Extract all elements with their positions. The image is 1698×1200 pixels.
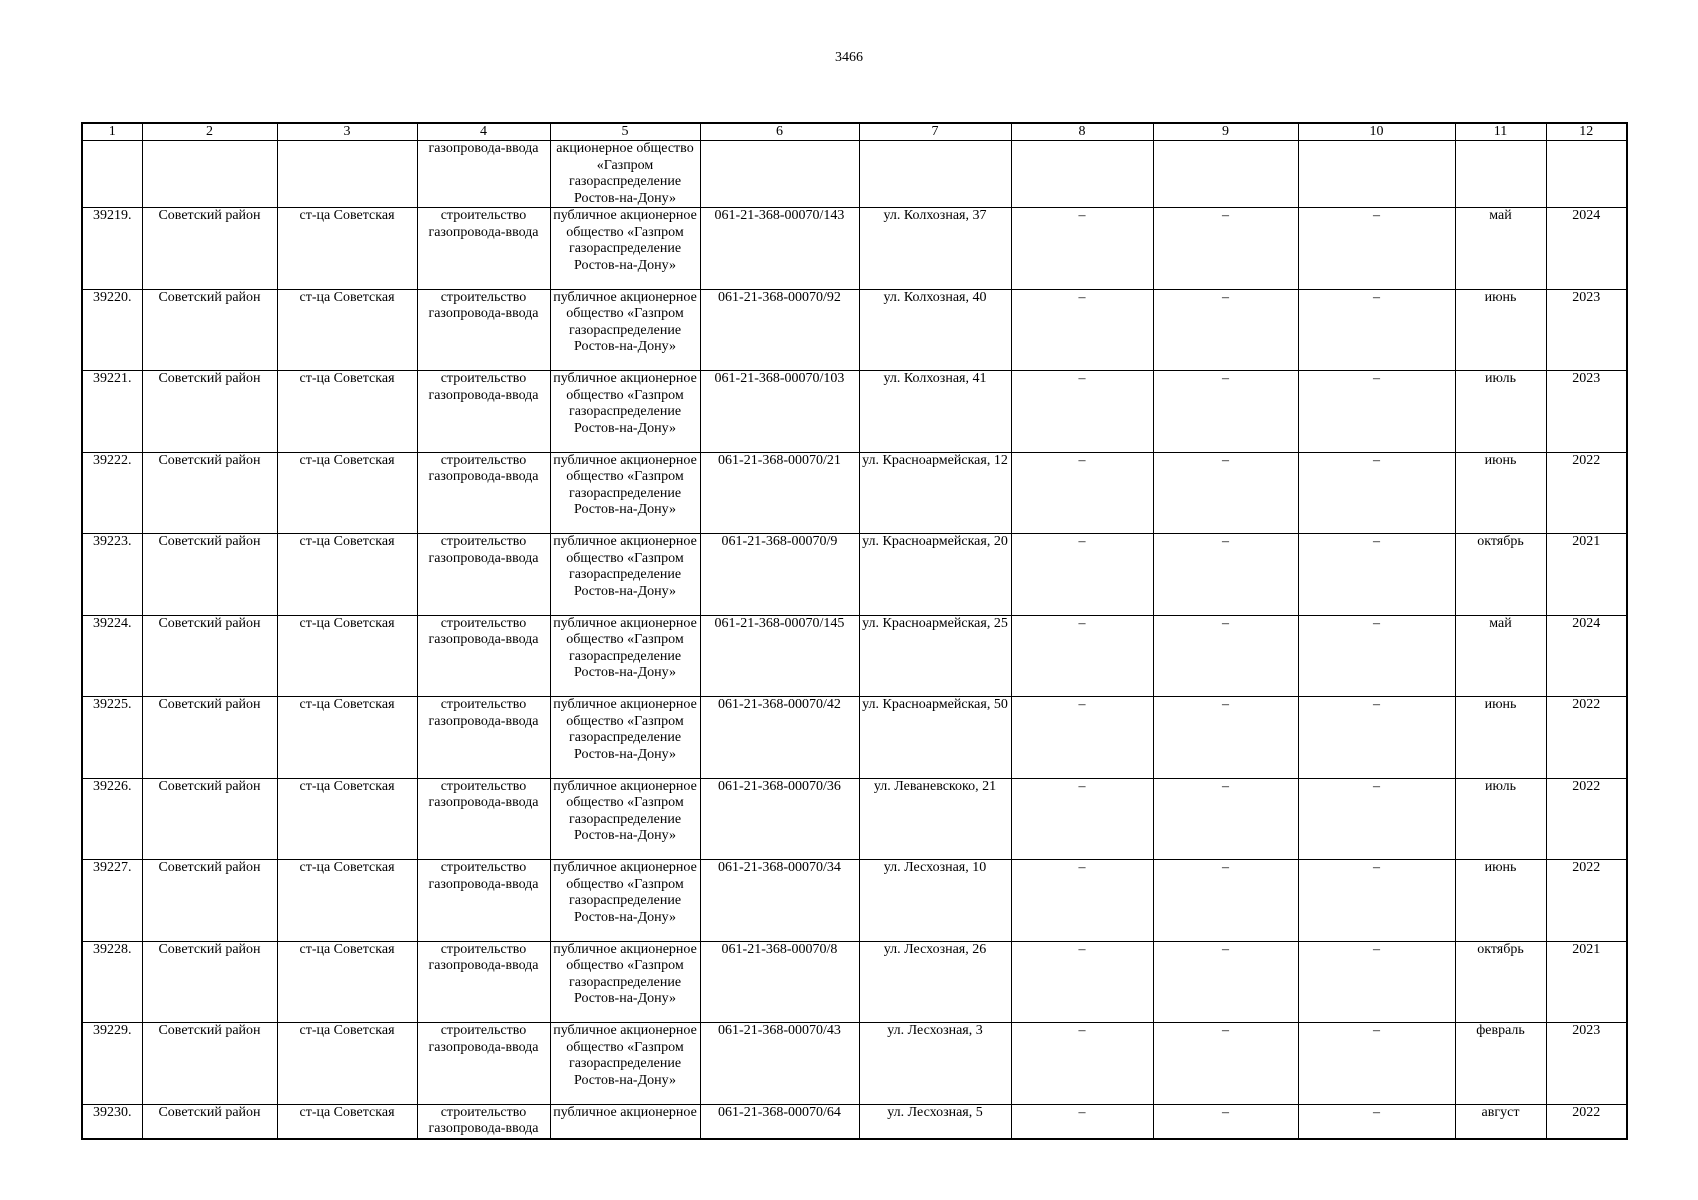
cell-month: октябрь xyxy=(1455,534,1546,616)
cell-settlement: ст-ца Советская xyxy=(277,941,417,1023)
cell-code: 061-21-368-00070/103 xyxy=(700,371,859,453)
cell-organization: публичное акционерное xyxy=(550,1104,700,1139)
cell-year: 2021 xyxy=(1546,534,1627,616)
cell-address: ул. Лесхозная, 10 xyxy=(859,860,1011,942)
cell-work: строительство газопровода-ввода xyxy=(417,778,550,860)
cell-organization: публичное акционерное общество «Газпром газораспределение Ростов-на-Дону» xyxy=(550,534,700,616)
cell-col9: – xyxy=(1153,778,1298,860)
page-number: 3466 xyxy=(835,50,863,65)
cell-col8: – xyxy=(1011,534,1153,616)
cell-col8: – xyxy=(1011,452,1153,534)
cell-number: 39221. xyxy=(82,371,142,453)
table-row xyxy=(82,941,1627,1023)
cell-code: 061-21-368-00070/92 xyxy=(700,289,859,371)
cell-number: 39225. xyxy=(82,697,142,779)
cell-month: июль xyxy=(1455,778,1546,860)
cell-district: Советский район xyxy=(142,208,277,290)
cell-col8: – xyxy=(1011,778,1153,860)
cell-district: Советский район xyxy=(142,1023,277,1105)
cell-month: июнь xyxy=(1455,697,1546,779)
cell-col9 xyxy=(1153,141,1298,208)
cell-organization: публичное акционерное общество «Газпром газораспределение Ростов-на-Дону» xyxy=(550,860,700,942)
cell-number: 39222. xyxy=(82,452,142,534)
table-row xyxy=(82,615,1627,697)
cell-code: 061-21-368-00070/42 xyxy=(700,697,859,779)
cell-address: ул. Лесхозная, 3 xyxy=(859,1023,1011,1105)
cell-col9: – xyxy=(1153,1104,1298,1139)
table-row xyxy=(82,452,1627,534)
table-row-partial xyxy=(82,1104,1627,1139)
cell-month: июнь xyxy=(1455,452,1546,534)
cell-district: Советский район xyxy=(142,778,277,860)
cell-year: 2022 xyxy=(1546,1104,1627,1139)
cell-work: строительство газопровода-ввода xyxy=(417,697,550,779)
cell-address: ул. Колхозная, 37 xyxy=(859,208,1011,290)
table-row xyxy=(82,289,1627,371)
cell-month: май xyxy=(1455,615,1546,697)
cell-settlement: ст-ца Советская xyxy=(277,1104,417,1139)
cell-code: 061-21-368-00070/43 xyxy=(700,1023,859,1105)
cell-organization: публичное акционерное общество «Газпром газораспределение Ростов-на-Дону» xyxy=(550,452,700,534)
cell-col10: – xyxy=(1298,534,1455,616)
cell-address: ул. Леваневскоко, 21 xyxy=(859,778,1011,860)
cell-col10: – xyxy=(1298,778,1455,860)
cell-work: строительство газопровода-ввода xyxy=(417,534,550,616)
cell-district: Советский район xyxy=(142,289,277,371)
cell-year: 2021 xyxy=(1546,941,1627,1023)
cell-month: июнь xyxy=(1455,289,1546,371)
column-header: 6 xyxy=(700,123,859,141)
cell-col10: – xyxy=(1298,289,1455,371)
cell-district: Советский район xyxy=(142,1104,277,1139)
cell-col8: – xyxy=(1011,941,1153,1023)
cell-district: Советский район xyxy=(142,697,277,779)
cell-col10: – xyxy=(1298,452,1455,534)
cell-settlement: ст-ца Советская xyxy=(277,208,417,290)
header-row xyxy=(82,123,1627,141)
cell-col8: – xyxy=(1011,289,1153,371)
cell-settlement: ст-ца Советская xyxy=(277,615,417,697)
cell-col10: – xyxy=(1298,371,1455,453)
cell-district: Советский район xyxy=(142,452,277,534)
cell-address: ул. Красноармейская, 50 xyxy=(859,697,1011,779)
table-row xyxy=(82,697,1627,779)
table-row xyxy=(82,534,1627,616)
cell-work: строительство газопровода-ввода xyxy=(417,1104,550,1139)
cell-number: 39230. xyxy=(82,1104,142,1139)
cell-col9: – xyxy=(1153,289,1298,371)
cell-work: строительство газопровода-ввода xyxy=(417,289,550,371)
cell-year: 2024 xyxy=(1546,615,1627,697)
cell-code: 061-21-368-00070/64 xyxy=(700,1104,859,1139)
cell-year: 2024 xyxy=(1546,208,1627,290)
cell-settlement: ст-ца Советская xyxy=(277,452,417,534)
cell-col9: – xyxy=(1153,941,1298,1023)
cell-month: октябрь xyxy=(1455,941,1546,1023)
cell-work: газопровода-ввода xyxy=(417,141,550,208)
cell-month: февраль xyxy=(1455,1023,1546,1105)
cell-year: 2023 xyxy=(1546,371,1627,453)
cell-col8: – xyxy=(1011,371,1153,453)
cell-month: август xyxy=(1455,1104,1546,1139)
cell-settlement: ст-ца Советская xyxy=(277,289,417,371)
cell-work: строительство газопровода-ввода xyxy=(417,208,550,290)
column-header: 3 xyxy=(277,123,417,141)
cell-number: 39227. xyxy=(82,860,142,942)
cell-settlement: ст-ца Советская xyxy=(277,371,417,453)
cell-organization: публичное акционерное общество «Газпром газораспределение Ростов-на-Дону» xyxy=(550,778,700,860)
column-header: 5 xyxy=(550,123,700,141)
cell-code: 061-21-368-00070/8 xyxy=(700,941,859,1023)
cell-col8 xyxy=(1011,141,1153,208)
cell-district: Советский район xyxy=(142,534,277,616)
column-header: 1 xyxy=(82,123,142,141)
column-header: 2 xyxy=(142,123,277,141)
cell-code: 061-21-368-00070/143 xyxy=(700,208,859,290)
column-header: 7 xyxy=(859,123,1011,141)
cell-code: 061-21-368-00070/21 xyxy=(700,452,859,534)
cell-address: ул. Красноармейская, 25 xyxy=(859,615,1011,697)
cell-col10 xyxy=(1298,141,1455,208)
cell-col9: – xyxy=(1153,1023,1298,1105)
cell-code xyxy=(700,141,859,208)
cell-number: 39224. xyxy=(82,615,142,697)
cell-year: 2022 xyxy=(1546,697,1627,779)
cell-district: Советский район xyxy=(142,860,277,942)
cell-settlement: ст-ца Советская xyxy=(277,1023,417,1105)
cell-number: 39219. xyxy=(82,208,142,290)
cell-number: 39229. xyxy=(82,1023,142,1105)
cell-month xyxy=(1455,141,1546,208)
cell-year: 2023 xyxy=(1546,289,1627,371)
cell-settlement: ст-ца Советская xyxy=(277,778,417,860)
cell-address: ул. Красноармейская, 12 xyxy=(859,452,1011,534)
cell-district xyxy=(142,141,277,208)
cell-organization: публичное акционерное общество «Газпром газораспределение Ростов-на-Дону» xyxy=(550,941,700,1023)
cell-organization: публичное акционерное общество «Газпром газораспределение Ростов-на-Дону» xyxy=(550,208,700,290)
cell-month: май xyxy=(1455,208,1546,290)
column-header: 12 xyxy=(1546,123,1627,141)
cell-col8: – xyxy=(1011,208,1153,290)
cell-work: строительство газопровода-ввода xyxy=(417,615,550,697)
cell-code: 061-21-368-00070/9 xyxy=(700,534,859,616)
cell-col10: – xyxy=(1298,941,1455,1023)
cell-work: строительство газопровода-ввода xyxy=(417,1023,550,1105)
cell-col10: – xyxy=(1298,1104,1455,1139)
cell-year: 2022 xyxy=(1546,860,1627,942)
cell-number: 39223. xyxy=(82,534,142,616)
cell-address: ул. Красноармейская, 20 xyxy=(859,534,1011,616)
column-header: 10 xyxy=(1298,123,1455,141)
cell-col9: – xyxy=(1153,208,1298,290)
cell-year: 2023 xyxy=(1546,1023,1627,1105)
cell-settlement: ст-ца Советская xyxy=(277,697,417,779)
cell-district: Советский район xyxy=(142,941,277,1023)
cell-address xyxy=(859,141,1011,208)
cell-col10: – xyxy=(1298,208,1455,290)
table-row xyxy=(82,208,1627,290)
cell-col8: – xyxy=(1011,1104,1153,1139)
table-body xyxy=(82,141,1627,1139)
cell-code: 061-21-368-00070/34 xyxy=(700,860,859,942)
cell-number: 39228. xyxy=(82,941,142,1023)
cell-col8: – xyxy=(1011,860,1153,942)
cell-col10: – xyxy=(1298,1023,1455,1105)
cell-work: строительство газопровода-ввода xyxy=(417,452,550,534)
table-row xyxy=(82,371,1627,453)
cell-col9: – xyxy=(1153,534,1298,616)
cell-month: июнь xyxy=(1455,860,1546,942)
cell-number: 39226. xyxy=(82,778,142,860)
cell-work: строительство газопровода-ввода xyxy=(417,371,550,453)
cell-organization: акционерное общество «Газпром газораспределение Ростов-на-Дону» xyxy=(550,141,700,208)
cell-address: ул. Колхозная, 41 xyxy=(859,371,1011,453)
cell-col9: – xyxy=(1153,371,1298,453)
table-row xyxy=(82,860,1627,942)
column-header: 8 xyxy=(1011,123,1153,141)
column-header: 4 xyxy=(417,123,550,141)
cell-address: ул. Колхозная, 40 xyxy=(859,289,1011,371)
cell-col9: – xyxy=(1153,452,1298,534)
cell-settlement: ст-ца Советская xyxy=(277,860,417,942)
cell-work: строительство газопровода-ввода xyxy=(417,941,550,1023)
continuation-row xyxy=(82,141,1627,208)
cell-col10: – xyxy=(1298,860,1455,942)
cell-address: ул. Лесхозная, 26 xyxy=(859,941,1011,1023)
table-row xyxy=(82,778,1627,860)
cell-organization: публичное акционерное общество «Газпром газораспределение Ростов-на-Дону» xyxy=(550,1023,700,1105)
cell-organization: публичное акционерное общество «Газпром газораспределение Ростов-на-Дону» xyxy=(550,371,700,453)
cell-code: 061-21-368-00070/36 xyxy=(700,778,859,860)
cell-month: июль xyxy=(1455,371,1546,453)
cell-col9: – xyxy=(1153,615,1298,697)
registry-table xyxy=(81,122,1628,1140)
cell-col9: – xyxy=(1153,860,1298,942)
cell-code: 061-21-368-00070/145 xyxy=(700,615,859,697)
column-header: 9 xyxy=(1153,123,1298,141)
cell-settlement: ст-ца Советская xyxy=(277,534,417,616)
cell-number: 39220. xyxy=(82,289,142,371)
cell-year: 2022 xyxy=(1546,452,1627,534)
cell-number xyxy=(82,141,142,208)
cell-col8: – xyxy=(1011,697,1153,779)
cell-district: Советский район xyxy=(142,371,277,453)
cell-organization: публичное акционерное общество «Газпром газораспределение Ростов-на-Дону» xyxy=(550,289,700,371)
cell-col8: – xyxy=(1011,1023,1153,1105)
cell-work: строительство газопровода-ввода xyxy=(417,860,550,942)
cell-year: 2022 xyxy=(1546,778,1627,860)
cell-col10: – xyxy=(1298,615,1455,697)
column-header: 11 xyxy=(1455,123,1546,141)
cell-col8: – xyxy=(1011,615,1153,697)
cell-settlement xyxy=(277,141,417,208)
cell-address: ул. Лесхозная, 5 xyxy=(859,1104,1011,1139)
cell-col9: – xyxy=(1153,697,1298,779)
cell-col10: – xyxy=(1298,697,1455,779)
cell-year xyxy=(1546,141,1627,208)
table-row xyxy=(82,1023,1627,1105)
cell-district: Советский район xyxy=(142,615,277,697)
cell-organization: публичное акционерное общество «Газпром газораспределение Ростов-на-Дону» xyxy=(550,697,700,779)
column-number-header xyxy=(82,123,1627,141)
cell-organization: публичное акционерное общество «Газпром газораспределение Ростов-на-Дону» xyxy=(550,615,700,697)
